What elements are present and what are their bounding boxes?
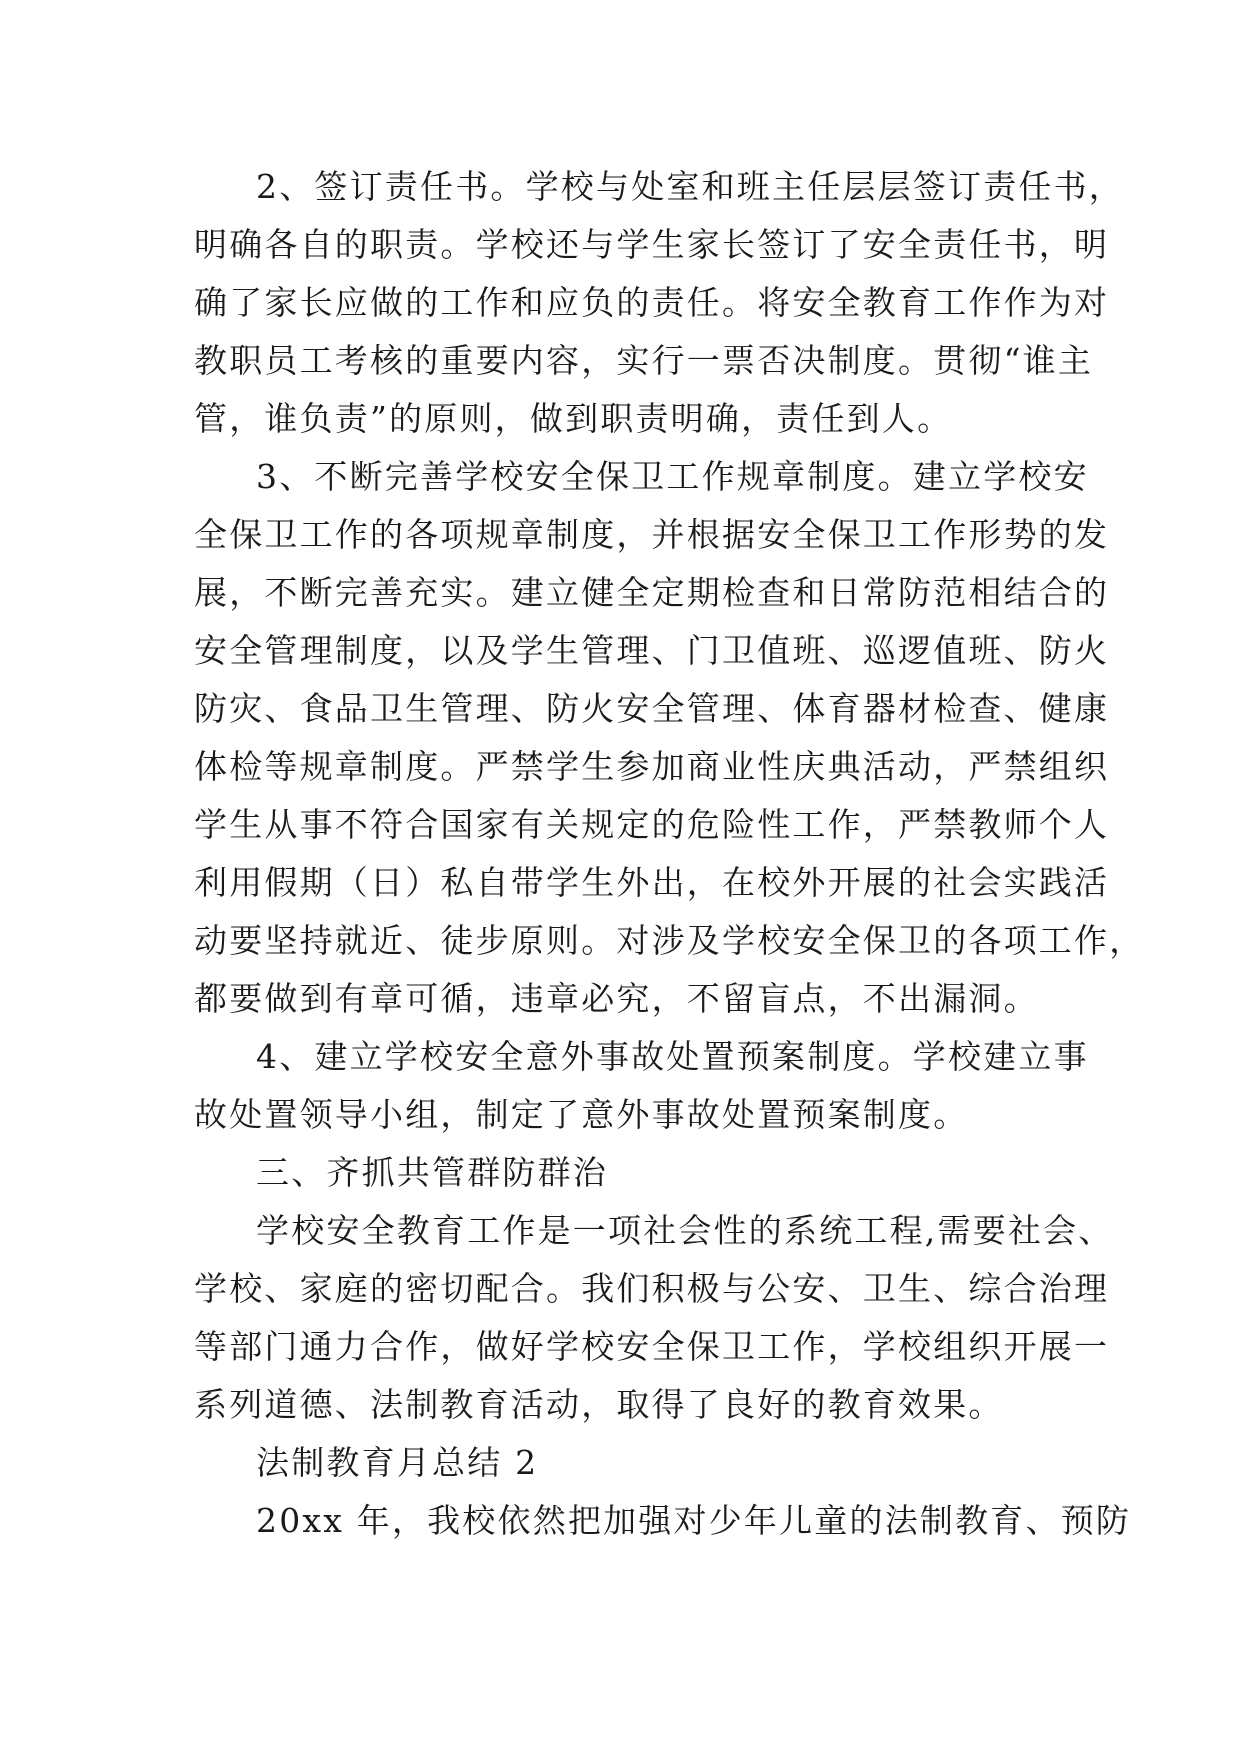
text-line: 防灾、食品卫生管理、防火安全管理、体育器材检查、健康 [194,689,1110,728]
text-line: 教职员工考核的重要内容，实行一票否决制度。贯彻“谁主 [194,341,1094,380]
paragraph-start: 20xx 年，我校依然把加强对少年儿童的法制教育、预防 [256,1501,1132,1540]
subtitle: 法制教育月总结 2 [256,1443,539,1482]
text-line: 展，不断完善充实。建立健全定期检查和日常防范相结合的 [194,573,1110,612]
text-line: 系列道德、法制教育活动，取得了良好的教育效果。 [194,1385,1004,1424]
paragraph-item-2-start: 2、签订责任书。学校与处室和班主任层层签订责任书， [256,167,1124,206]
text-line: 明确各自的职责。学校还与学生家长签订了安全责任书，明 [194,225,1110,264]
text-line: 动要坚持就近、徒步原则。对涉及学校安全保卫的各项工作， [194,921,1145,960]
text-line: 安全管理制度，以及学生管理、门卫值班、巡逻值班、防火 [194,631,1110,670]
paragraph-item-4-start: 4、建立学校安全意外事故处置预案制度。学校建立事 [256,1037,1089,1076]
text-line: 体检等规章制度。严禁学生参加商业性庆典活动，严禁组织 [194,747,1110,786]
paragraph-item-3-start: 3、不断完善学校安全保卫工作规章制度。建立学校安 [256,457,1089,496]
text-line: 管，谁负责”的原则，做到职责明确，责任到人。 [194,399,953,438]
text-line: 全保卫工作的各项规章制度，并根据安全保卫工作形势的发 [194,515,1110,554]
text-line: 确了家长应做的工作和应负的责任。将安全教育工作作为对 [194,283,1110,322]
text-line: 故处置领导小组，制定了意外事故处置预案制度。 [194,1095,969,1134]
text-line: 利用假期（日）私自带学生外出，在校外开展的社会实践活 [194,863,1110,902]
text-line: 都要做到有章可循，违章必究，不留盲点，不出漏洞。 [194,979,1039,1018]
section-heading: 三、齐抓共管群防群治 [256,1153,608,1192]
text-line: 学生从事不符合国家有关规定的危险性工作，严禁教师个人 [194,805,1110,844]
paragraph-start: 学校安全教育工作是一项社会性的系统工程,需要社会、 [256,1211,1114,1250]
text-line: 学校、家庭的密切配合。我们积极与公安、卫生、综合治理 [194,1269,1110,1308]
text-line: 等部门通力合作，做好学校安全保卫工作，学校组织开展一 [194,1327,1110,1366]
